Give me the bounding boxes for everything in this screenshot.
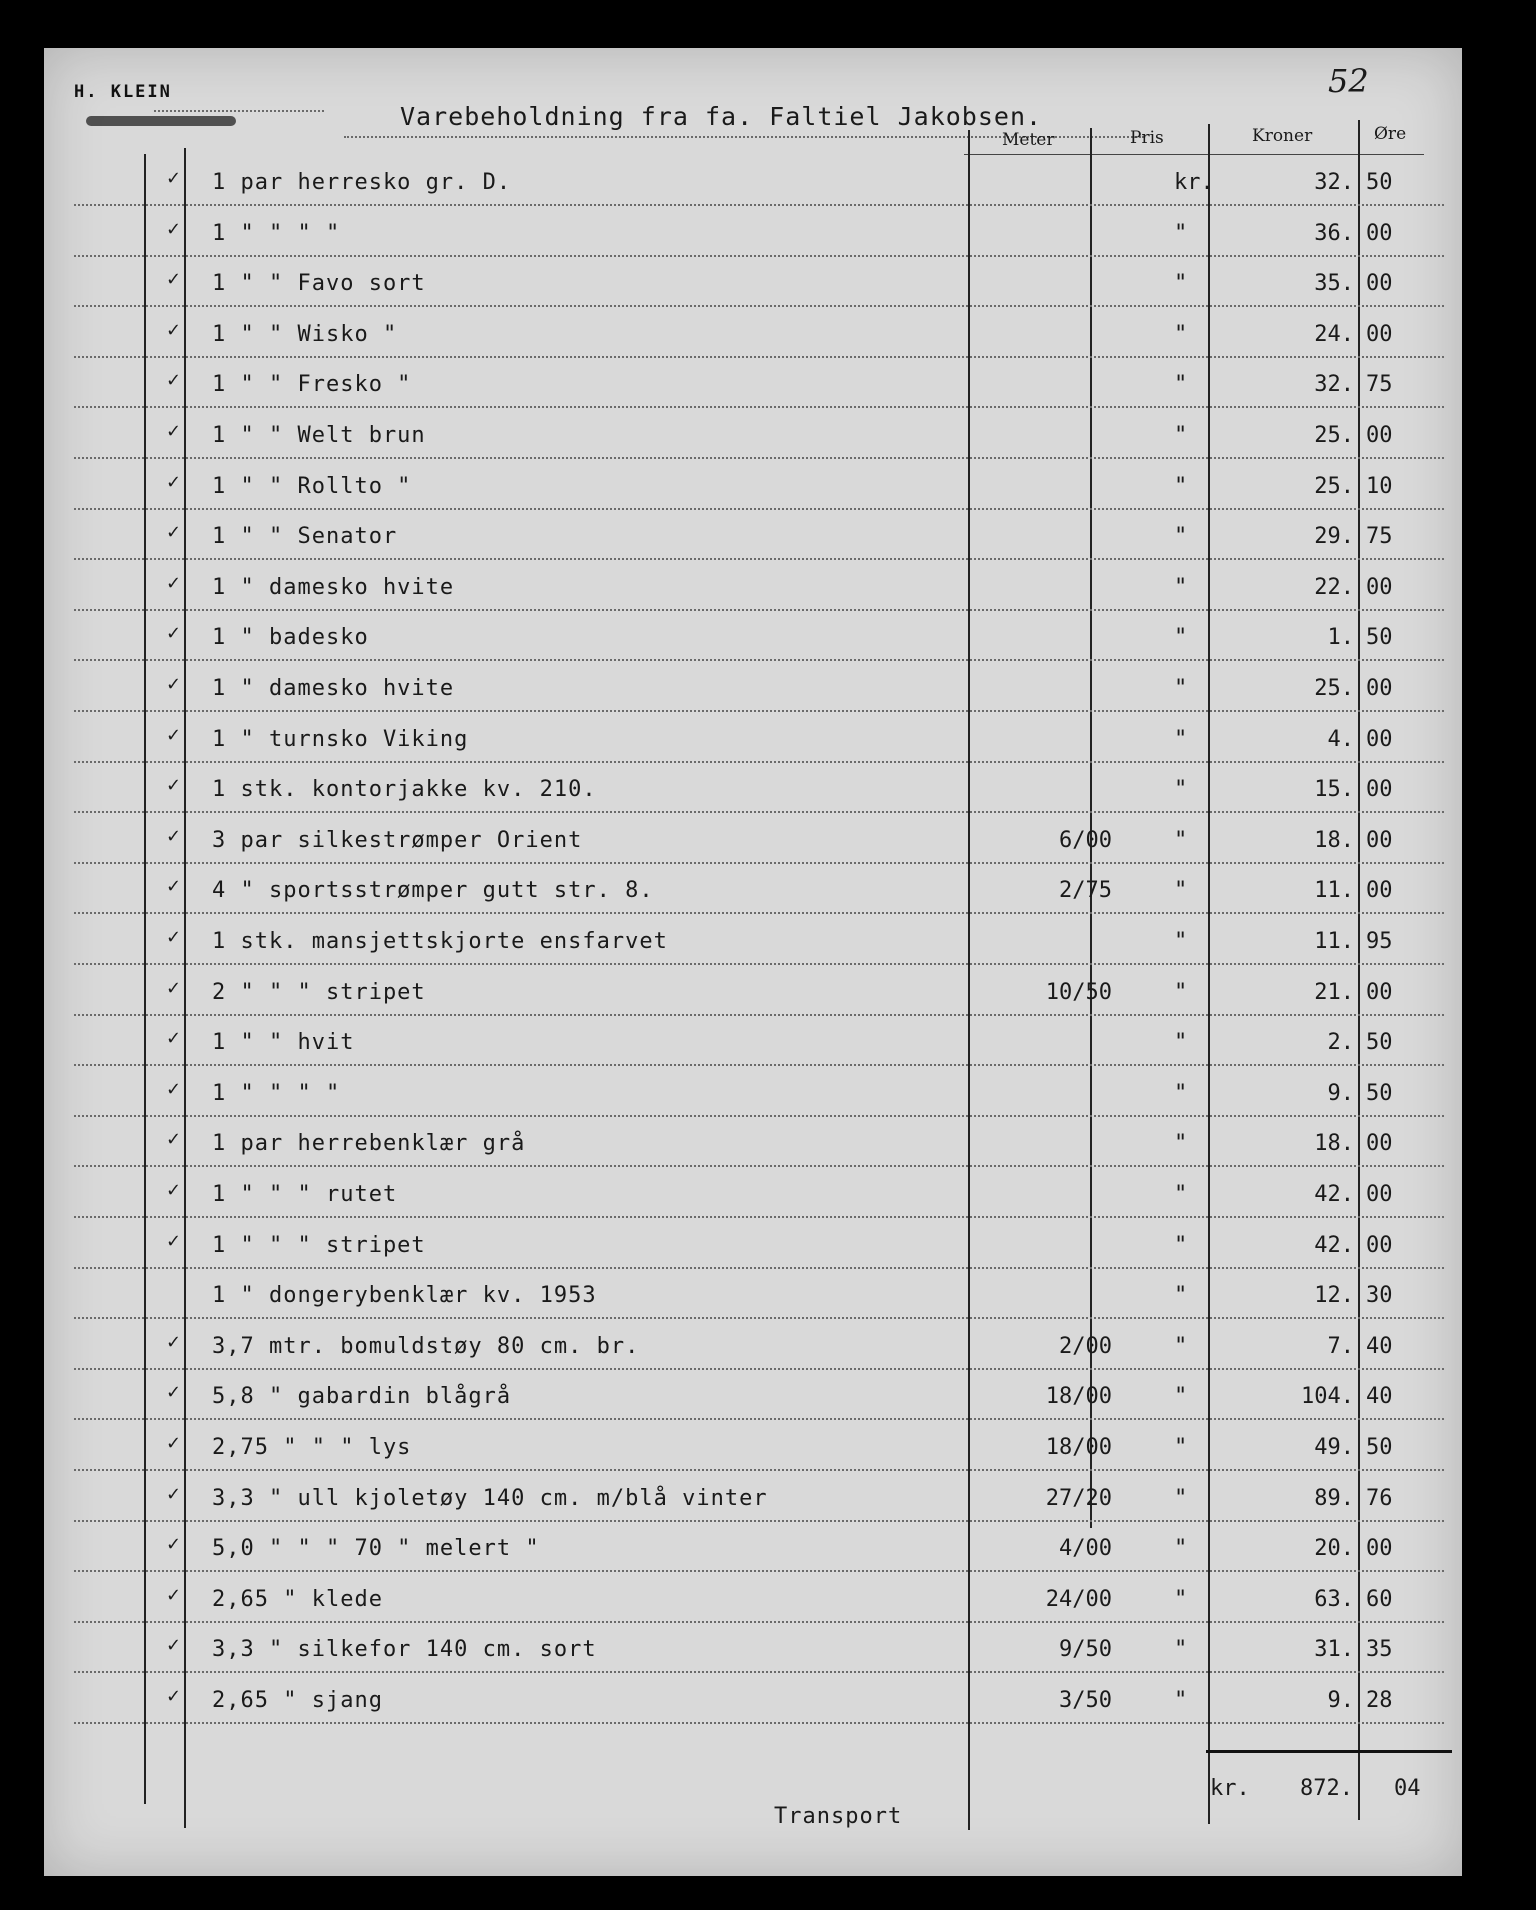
table-row: [44, 615, 1462, 665]
table-row: [44, 160, 1462, 210]
check-mark: ✓: [166, 319, 182, 341]
ore-amount: 30: [1366, 1283, 1393, 1309]
ditto-mark: ": [1174, 372, 1188, 398]
kroner-amount: 104.: [1301, 1384, 1354, 1410]
ditto-mark: ": [1174, 1333, 1188, 1359]
row-dotline: [74, 204, 1444, 206]
table-row: [44, 1627, 1462, 1677]
item-description: 1 " damesko hvite: [212, 574, 455, 600]
row-dotline: [74, 963, 1444, 965]
ore-amount: 50: [1366, 1030, 1393, 1056]
kroner-amount: 1.: [1327, 625, 1354, 651]
kroner-amount: 22.: [1314, 574, 1354, 600]
item-description: 1 " " Fresko ": [212, 372, 412, 398]
transport-label: Transport: [774, 1804, 903, 1829]
ditto-mark: ": [1174, 1232, 1188, 1258]
kroner-amount: 18.: [1314, 827, 1354, 853]
ditto-mark: ": [1174, 1536, 1188, 1562]
ditto-mark: ": [1174, 676, 1188, 701]
ore-amount: 50: [1366, 170, 1393, 195]
ditto-mark: ": [1174, 423, 1188, 448]
item-description: 1 stk. mansjettskjorte ensfarvet: [212, 929, 668, 954]
table-row: [44, 717, 1462, 767]
ore-amount: 00: [1366, 321, 1393, 347]
item-description: 1 " " Welt brun: [212, 423, 426, 448]
row-dotline: [74, 609, 1444, 611]
table-row: [44, 1020, 1462, 1070]
ditto-mark: ": [1174, 1283, 1188, 1309]
ore-amount: 75: [1366, 372, 1393, 398]
check-mark: ✓: [166, 168, 182, 189]
check-mark: ✓: [166, 724, 182, 746]
kroner-amount: 15.: [1314, 777, 1354, 803]
stamp-dotline: [154, 110, 324, 112]
column-header-ore: Øre: [1374, 124, 1407, 144]
header-underline: [964, 154, 1424, 155]
row-dotline: [74, 862, 1444, 864]
row-dotline: [74, 1115, 1444, 1117]
row-dotline: [74, 457, 1444, 459]
ditto-mark: ": [1174, 473, 1188, 499]
ore-amount: 50: [1366, 1435, 1393, 1460]
table-row: [44, 1223, 1462, 1273]
check-mark: ✓: [166, 775, 182, 797]
check-mark: ✓: [166, 1028, 182, 1050]
meter-price: 18/00: [1045, 1384, 1112, 1410]
table-row: [44, 1071, 1462, 1121]
kroner-amount: 25.: [1314, 423, 1354, 448]
table-row: [44, 312, 1462, 362]
ditto-mark: ": [1174, 1384, 1188, 1410]
row-dotline: [74, 659, 1444, 661]
ore-amount: 76: [1366, 1485, 1393, 1511]
check-mark: ✓: [166, 572, 182, 594]
table-row: [44, 1678, 1462, 1728]
ore-amount: 00: [1366, 777, 1393, 803]
check-mark: ✓: [166, 269, 182, 291]
ditto-mark: ": [1174, 1182, 1188, 1207]
item-description: 5,0 " " " 70 " melert ": [212, 1536, 540, 1562]
table-row: [44, 1172, 1462, 1222]
item-description: 1 " " hvit: [212, 1030, 355, 1056]
item-description: 2,75 " " " lys: [212, 1435, 412, 1460]
ditto-mark: ": [1174, 827, 1188, 853]
check-mark: ✓: [166, 1433, 182, 1454]
kroner-amount: 2.: [1327, 1030, 1354, 1056]
ditto-mark: ": [1174, 1080, 1188, 1106]
row-dotline: [74, 1621, 1444, 1623]
ore-amount: 00: [1366, 1232, 1393, 1258]
document-sheet: [44, 48, 1462, 1876]
ditto-mark: ": [1174, 1485, 1188, 1511]
check-mark: ✓: [166, 927, 182, 948]
ditto-mark: ": [1174, 1637, 1188, 1663]
kroner-amount: 35.: [1314, 271, 1354, 297]
ore-amount: 00: [1366, 1182, 1393, 1207]
kroner-amount: 49.: [1314, 1435, 1354, 1460]
ore-amount: 40: [1366, 1333, 1393, 1359]
kroner-amount: 29.: [1314, 524, 1354, 550]
ditto-mark: ": [1174, 1435, 1188, 1460]
item-description: 1 par herrebenklær grå: [212, 1131, 526, 1157]
column-header-pris: Pris: [1130, 128, 1164, 148]
kroner-amount: 9.: [1327, 1080, 1354, 1106]
meter-price: 6/00: [1059, 827, 1112, 853]
table-row: [44, 211, 1462, 261]
ditto-mark: ": [1174, 271, 1188, 297]
row-dotline: [74, 1014, 1444, 1016]
item-description: 1 " " " ": [212, 1080, 341, 1106]
kroner-amount: 21.: [1314, 979, 1354, 1005]
table-row: [44, 666, 1462, 716]
item-description: 3 par silkestrømper Orient: [212, 827, 583, 853]
ore-amount: 28: [1366, 1688, 1393, 1713]
column-header-meter: Meter: [1002, 130, 1055, 150]
ore-amount: 00: [1366, 574, 1393, 600]
ore-amount: 00: [1366, 827, 1393, 853]
item-description: 1 " " " stripet: [212, 1232, 426, 1258]
ditto-mark: ": [1174, 321, 1188, 347]
row-dotline: [74, 912, 1444, 914]
row-dotline: [74, 1165, 1444, 1167]
check-mark: ✓: [166, 1331, 182, 1353]
item-description: 1 stk. kontorjakke kv. 210.: [212, 777, 597, 803]
page-title: Varebeholdning fra fa. Faltiel Jakobsen.: [400, 102, 1043, 131]
check-mark: ✓: [166, 674, 182, 695]
item-description: 1 " badesko: [212, 625, 369, 651]
ditto-mark: ": [1174, 574, 1188, 600]
ore-amount: 00: [1366, 1536, 1393, 1562]
table-row: [44, 868, 1462, 918]
company-stamp: H. KLEIN: [74, 82, 172, 102]
row-dotline: [74, 356, 1444, 358]
table-row: [44, 1425, 1462, 1475]
kroner-amount: 11.: [1314, 878, 1354, 904]
meter-price: 10/50: [1045, 979, 1112, 1005]
total-currency: kr.: [1210, 1776, 1250, 1801]
row-dotline: [74, 1418, 1444, 1420]
check-mark: ✓: [166, 825, 182, 847]
check-mark: ✓: [166, 1483, 182, 1505]
row-dotline: [74, 255, 1444, 257]
meter-price: 9/50: [1059, 1637, 1112, 1663]
item-description: 2,65 " sjang: [212, 1688, 383, 1713]
item-description: 1 " " Wisko ": [212, 321, 398, 347]
ditto-mark: ": [1174, 1030, 1188, 1056]
kroner-amount: 11.: [1314, 929, 1354, 954]
table-row: [44, 261, 1462, 311]
kroner-amount: 31.: [1314, 1637, 1354, 1663]
ditto-mark: ": [1174, 625, 1188, 651]
check-mark: ✓: [166, 876, 182, 898]
row-dotline: [74, 1267, 1444, 1269]
item-description: 3,3 " silkefor 140 cm. sort: [212, 1637, 597, 1663]
item-description: 2 " " " stripet: [212, 979, 426, 1005]
row-dotline: [74, 1722, 1444, 1724]
column-header-kroner: Kroner: [1252, 126, 1313, 146]
item-description: 1 " " " rutet: [212, 1182, 398, 1207]
kroner-amount: 89.: [1314, 1485, 1354, 1511]
table-row: [44, 514, 1462, 564]
kroner-amount: 4.: [1327, 726, 1354, 752]
ditto-mark: ": [1174, 524, 1188, 550]
ore-amount: 00: [1366, 423, 1393, 448]
check-mark: ✓: [166, 522, 182, 544]
item-description: 2,65 " klede: [212, 1586, 383, 1612]
ore-amount: 95: [1366, 929, 1393, 954]
ore-amount: 50: [1366, 625, 1393, 651]
kroner-amount: 63.: [1314, 1586, 1354, 1612]
table-row: [44, 1324, 1462, 1374]
check-mark: ✓: [166, 1635, 182, 1657]
check-mark: ✓: [166, 1584, 182, 1606]
item-description: 1 " " Senator: [212, 524, 398, 550]
kroner-amount: 24.: [1314, 321, 1354, 347]
total-rule: [1206, 1750, 1452, 1753]
check-mark: ✓: [166, 471, 182, 493]
kroner-amount: 42.: [1314, 1182, 1354, 1207]
item-description: 1 " turnsko Viking: [212, 726, 469, 752]
check-mark: ✓: [166, 1382, 182, 1404]
ore-amount: 50: [1366, 1080, 1393, 1106]
row-dotline: [74, 305, 1444, 307]
kroner-amount: 36.: [1314, 220, 1354, 246]
kroner-amount: 12.: [1314, 1283, 1354, 1309]
ore-amount: 00: [1366, 878, 1393, 904]
table-row: [44, 464, 1462, 514]
row-dotline: [74, 761, 1444, 763]
table-row: [44, 1273, 1462, 1323]
table-row: [44, 1374, 1462, 1424]
meter-price: 27/20: [1045, 1485, 1112, 1511]
check-mark: ✓: [166, 1129, 182, 1151]
table-row: [44, 767, 1462, 817]
ditto-mark: ": [1174, 1586, 1188, 1612]
row-dotline: [74, 811, 1444, 813]
meter-price: 24/00: [1045, 1586, 1112, 1612]
ditto-mark: ": [1174, 979, 1188, 1005]
check-mark: ✓: [166, 218, 182, 240]
kroner-amount: 7.: [1327, 1333, 1354, 1359]
total-kroner: 872.: [1300, 1776, 1353, 1801]
ore-amount: 00: [1366, 1131, 1393, 1157]
table-row: [44, 1476, 1462, 1526]
kroner-amount: 9.: [1327, 1688, 1354, 1713]
check-mark: ✓: [166, 1534, 182, 1556]
table-row: [44, 1121, 1462, 1171]
ore-amount: 00: [1366, 726, 1393, 752]
item-description: 1 " " Rollto ": [212, 473, 412, 499]
item-description: 1 " damesko hvite: [212, 676, 455, 701]
ditto-mark: ": [1174, 220, 1188, 246]
meter-price: 2/00: [1059, 1333, 1112, 1359]
check-mark: ✓: [166, 977, 182, 999]
check-mark: ✓: [166, 1180, 182, 1201]
item-description: 4 " sportsstrømper gutt str. 8.: [212, 878, 654, 904]
ore-amount: 00: [1366, 676, 1393, 701]
ore-amount: 00: [1366, 220, 1393, 246]
ore-amount: 35: [1366, 1637, 1393, 1663]
meter-price: 3/50: [1059, 1688, 1112, 1713]
ore-amount: 75: [1366, 524, 1393, 550]
row-dotline: [74, 710, 1444, 712]
kroner-amount: 18.: [1314, 1131, 1354, 1157]
item-description: 5,8 " gabardin blågrå: [212, 1384, 512, 1410]
page-number: 52: [1328, 62, 1369, 100]
check-mark: ✓: [166, 1078, 182, 1100]
kroner-amount: 25.: [1314, 676, 1354, 701]
stamp-scribble: [86, 116, 236, 126]
kroner-amount: 42.: [1314, 1232, 1354, 1258]
row-dotline: [74, 1469, 1444, 1471]
row-dotline: [74, 1064, 1444, 1066]
ditto-mark: kr.: [1174, 170, 1214, 195]
kroner-amount: 32.: [1314, 170, 1354, 195]
row-dotline: [74, 1216, 1444, 1218]
ditto-mark: ": [1174, 726, 1188, 752]
kroner-amount: 32.: [1314, 372, 1354, 398]
ore-amount: 10: [1366, 473, 1393, 499]
meter-price: 4/00: [1059, 1536, 1112, 1562]
row-dotline: [74, 406, 1444, 408]
kroner-amount: 25.: [1314, 473, 1354, 499]
item-description: 1 " " " ": [212, 220, 341, 246]
ore-amount: 40: [1366, 1384, 1393, 1410]
ditto-mark: ": [1174, 878, 1188, 904]
ore-amount: 00: [1366, 271, 1393, 297]
ditto-mark: ": [1174, 777, 1188, 803]
kroner-amount: 20.: [1314, 1536, 1354, 1562]
check-mark: ✓: [166, 421, 182, 442]
row-dotline: [74, 1520, 1444, 1522]
item-description: 1 " " Favo sort: [212, 271, 426, 297]
check-mark: ✓: [166, 623, 182, 645]
check-mark: ✓: [166, 1686, 182, 1707]
table-row: [44, 1577, 1462, 1627]
row-dotline: [74, 1570, 1444, 1572]
row-dotline: [74, 558, 1444, 560]
total-ore: 04: [1394, 1776, 1421, 1801]
item-description: 1 par herresko gr. D.: [212, 170, 512, 195]
row-dotline: [74, 1317, 1444, 1319]
check-mark: ✓: [166, 1230, 182, 1252]
item-description: 3,7 mtr. bomuldstøy 80 cm. br.: [212, 1333, 640, 1359]
ditto-mark: ": [1174, 929, 1188, 954]
table-row: [44, 413, 1462, 463]
ore-amount: 60: [1366, 1586, 1393, 1612]
meter-price: 18/00: [1045, 1435, 1112, 1460]
table-row: [44, 970, 1462, 1020]
meter-price: 2/75: [1059, 878, 1112, 904]
check-mark: ✓: [166, 370, 182, 392]
ditto-mark: ": [1174, 1131, 1188, 1157]
table-row: [44, 919, 1462, 969]
item-description: 1 " dongerybenklær kv. 1953: [212, 1283, 597, 1309]
row-dotline: [74, 1671, 1444, 1673]
table-row: [44, 565, 1462, 615]
row-dotline: [74, 508, 1444, 510]
ditto-mark: ": [1174, 1688, 1188, 1713]
table-row: [44, 818, 1462, 868]
ore-amount: 00: [1366, 979, 1393, 1005]
table-row: [44, 362, 1462, 412]
table-row: [44, 1526, 1462, 1576]
item-description: 3,3 " ull kjoletøy 140 cm. m/blå vinter: [212, 1485, 768, 1511]
row-dotline: [74, 1368, 1444, 1370]
